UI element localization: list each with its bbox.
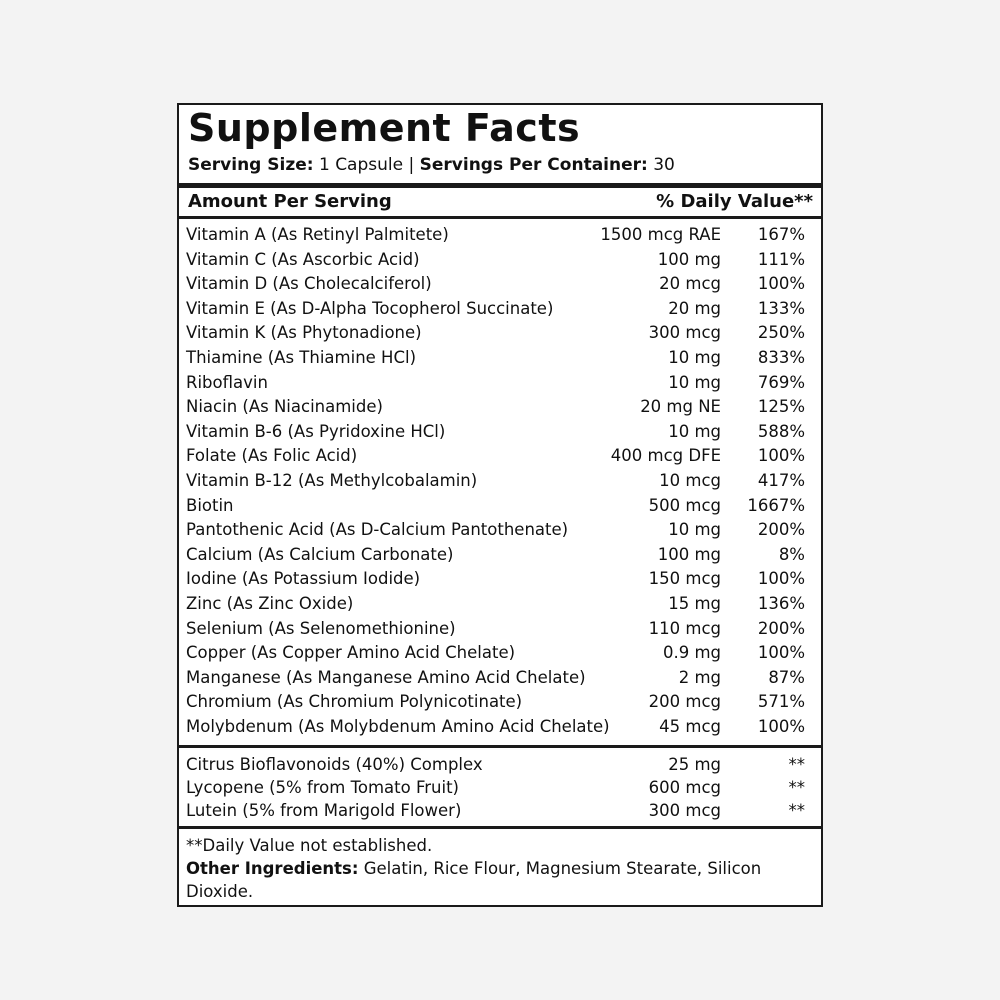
nutrient-name: Niacin (As Niacinamide) bbox=[186, 397, 383, 417]
nutrient-row bbox=[179, 592, 821, 617]
serving-separator: | bbox=[408, 155, 415, 175]
nutrient-name: Vitamin D (As Cholecalciferol) bbox=[186, 274, 432, 294]
nutrient-amount: 45 mcg bbox=[659, 716, 721, 736]
divider-other bbox=[179, 745, 821, 748]
nutrient-amount: 10 mg bbox=[668, 372, 721, 392]
nutrient-row bbox=[179, 444, 821, 469]
nutrient-name: Lycopene (5% from Tomato Fruit) bbox=[186, 778, 459, 797]
nutrient-daily-value: 769% bbox=[757, 372, 805, 392]
nutrient-name: Riboflavin bbox=[186, 372, 268, 392]
nutrient-daily-value: 200% bbox=[757, 520, 805, 540]
serving-size-label: Serving Size: bbox=[188, 155, 314, 175]
nutrient-daily-value: 133% bbox=[757, 298, 805, 318]
nutrient-row bbox=[179, 567, 821, 592]
nutrient-daily-value: 571% bbox=[757, 692, 805, 712]
nutrient-name: Iodine (As Potassium Iodide) bbox=[186, 569, 421, 589]
nutrient-daily-value: ** bbox=[788, 801, 805, 820]
servings-per-container-value: 30 bbox=[653, 155, 675, 175]
nutrient-row bbox=[179, 395, 821, 420]
supplement-facts-panel bbox=[177, 103, 823, 907]
nutrient-daily-value: 250% bbox=[757, 323, 805, 343]
nutrient-row bbox=[179, 223, 821, 248]
footer bbox=[186, 834, 809, 903]
servings-per-container-label: Servings Per Container: bbox=[419, 155, 648, 175]
nutrient-name: Vitamin C (As Ascorbic Acid) bbox=[186, 249, 420, 269]
nutrient-amount: 10 mg bbox=[668, 520, 721, 540]
nutrient-name: Vitamin B-6 (As Pyridoxine HCl) bbox=[186, 421, 446, 441]
other-ingredients-text: Gelatin, Rice Flour, Magnesium Stearate, Silicon Dioxide. bbox=[186, 859, 762, 901]
nutrient-name: Manganese (As Manganese Amino Acid Chelate) bbox=[186, 667, 586, 687]
nutrient-name: Molybdenum (As Molybdenum Amino Acid Chelate) bbox=[186, 716, 610, 736]
nutrient-amount: 20 mcg bbox=[659, 274, 721, 294]
nutrient-daily-value: 417% bbox=[757, 470, 805, 490]
nutrient-daily-value: 833% bbox=[757, 347, 805, 367]
nutrient-name: Vitamin E (As D-Alpha Tocopherol Succinate) bbox=[186, 298, 554, 318]
nutrient-row bbox=[179, 641, 821, 666]
nutrient-row bbox=[179, 690, 821, 715]
divider-header bbox=[179, 216, 821, 219]
nutrient-daily-value: 100% bbox=[757, 643, 805, 663]
nutrient-name: Thiamine (As Thiamine HCl) bbox=[186, 347, 417, 367]
nutrient-row bbox=[179, 346, 821, 371]
nutrient-amount: 25 mg bbox=[668, 755, 721, 774]
daily-value-note: **Daily Value not established. bbox=[186, 836, 433, 855]
nutrient-daily-value: 1667% bbox=[747, 495, 805, 515]
nutrient-row bbox=[179, 420, 821, 445]
other-ingredients-label: Other Ingredients: bbox=[186, 859, 359, 878]
nutrient-amount: 110 mcg bbox=[648, 618, 721, 638]
nutrient-name: Chromium (As Chromium Polynicotinate) bbox=[186, 692, 523, 712]
nutrient-daily-value: ** bbox=[788, 778, 805, 797]
nutrient-row bbox=[179, 469, 821, 494]
nutrient-row bbox=[179, 666, 821, 691]
nutrient-amount: 100 mg bbox=[657, 249, 721, 269]
nutrient-amount: 200 mcg bbox=[648, 692, 721, 712]
nutrient-daily-value: ** bbox=[788, 755, 805, 774]
nutrient-row bbox=[179, 272, 821, 297]
nutrient-daily-value: 100% bbox=[757, 446, 805, 466]
nutrient-name: Lutein (5% from Marigold Flower) bbox=[186, 801, 462, 820]
nutrient-daily-value: 8% bbox=[778, 544, 805, 564]
nutrient-name: Calcium (As Calcium Carbonate) bbox=[186, 544, 454, 564]
nutrient-amount: 1500 mcg RAE bbox=[600, 225, 721, 244]
nutrient-amount: 10 mg bbox=[668, 421, 721, 441]
panel-title: Supplement Facts bbox=[188, 106, 581, 150]
nutrient-row bbox=[179, 753, 821, 776]
nutrient-row bbox=[179, 248, 821, 273]
nutrient-amount: 15 mg bbox=[668, 593, 721, 613]
divider-thick bbox=[179, 183, 821, 188]
nutrient-amount: 400 mcg DFE bbox=[610, 446, 721, 466]
other-ingredients bbox=[186, 857, 809, 903]
nutrient-amount: 2 mg bbox=[678, 667, 721, 687]
nutrient-name: Folate (As Folic Acid) bbox=[186, 446, 358, 466]
nutrient-amount: 20 mg bbox=[668, 298, 721, 318]
nutrient-amount: 100 mg bbox=[657, 544, 721, 564]
nutrient-row bbox=[179, 494, 821, 519]
nutrient-daily-value: 87% bbox=[768, 667, 805, 687]
nutrient-name: Copper (As Copper Amino Acid Chelate) bbox=[186, 643, 516, 663]
amount-per-serving-header: Amount Per Serving bbox=[188, 191, 392, 212]
nutrient-name: Vitamin A (As Retinyl Palmitete) bbox=[186, 225, 449, 244]
nutrient-amount: 10 mcg bbox=[659, 470, 721, 490]
nutrient-name: Selenium (As Selenomethionine) bbox=[186, 618, 456, 638]
other-ingredient-list bbox=[179, 753, 821, 822]
nutrient-row bbox=[179, 715, 821, 740]
divider-footer bbox=[179, 826, 821, 829]
nutrient-name: Pantothenic Acid (As D-Calcium Pantothenate) bbox=[186, 520, 569, 540]
nutrient-daily-value: 136% bbox=[757, 593, 805, 613]
nutrient-amount: 150 mcg bbox=[648, 569, 721, 589]
nutrient-daily-value: 100% bbox=[757, 716, 805, 736]
nutrient-daily-value: 111% bbox=[757, 249, 805, 269]
nutrient-amount: 10 mg bbox=[668, 347, 721, 367]
nutrient-amount: 20 mg NE bbox=[640, 397, 721, 417]
nutrient-row bbox=[179, 776, 821, 799]
nutrient-row bbox=[179, 518, 821, 543]
nutrient-amount: 0.9 mg bbox=[662, 643, 721, 663]
nutrient-row bbox=[179, 617, 821, 642]
nutrient-daily-value: 200% bbox=[757, 618, 805, 638]
nutrient-row bbox=[179, 799, 821, 822]
nutrient-amount: 300 mcg bbox=[648, 323, 721, 343]
nutrient-daily-value: 125% bbox=[757, 397, 805, 417]
nutrient-name: Biotin bbox=[186, 495, 234, 515]
nutrient-row bbox=[179, 297, 821, 322]
nutrient-daily-value: 100% bbox=[757, 569, 805, 589]
nutrient-row bbox=[179, 321, 821, 346]
nutrient-daily-value: 100% bbox=[757, 274, 805, 294]
daily-value-header: % Daily Value** bbox=[656, 191, 813, 212]
nutrient-name: Vitamin B-12 (As Methylcobalamin) bbox=[186, 470, 478, 490]
serving-size-value: 1 Capsule bbox=[318, 155, 404, 175]
nutrient-daily-value: 167% bbox=[757, 225, 805, 244]
nutrient-list bbox=[179, 223, 821, 739]
serving-info bbox=[188, 154, 675, 176]
nutrient-amount: 500 mcg bbox=[648, 495, 721, 515]
nutrient-row bbox=[179, 543, 821, 568]
nutrient-amount: 600 mcg bbox=[648, 778, 721, 797]
nutrient-name: Vitamin K (As Phytonadione) bbox=[186, 323, 422, 343]
nutrient-row bbox=[179, 371, 821, 396]
nutrient-name: Citrus Bioflavonoids (40%) Complex bbox=[186, 755, 483, 774]
nutrient-amount: 300 mcg bbox=[648, 801, 721, 820]
nutrient-name: Zinc (As Zinc Oxide) bbox=[186, 593, 354, 613]
nutrient-daily-value: 588% bbox=[757, 421, 805, 441]
